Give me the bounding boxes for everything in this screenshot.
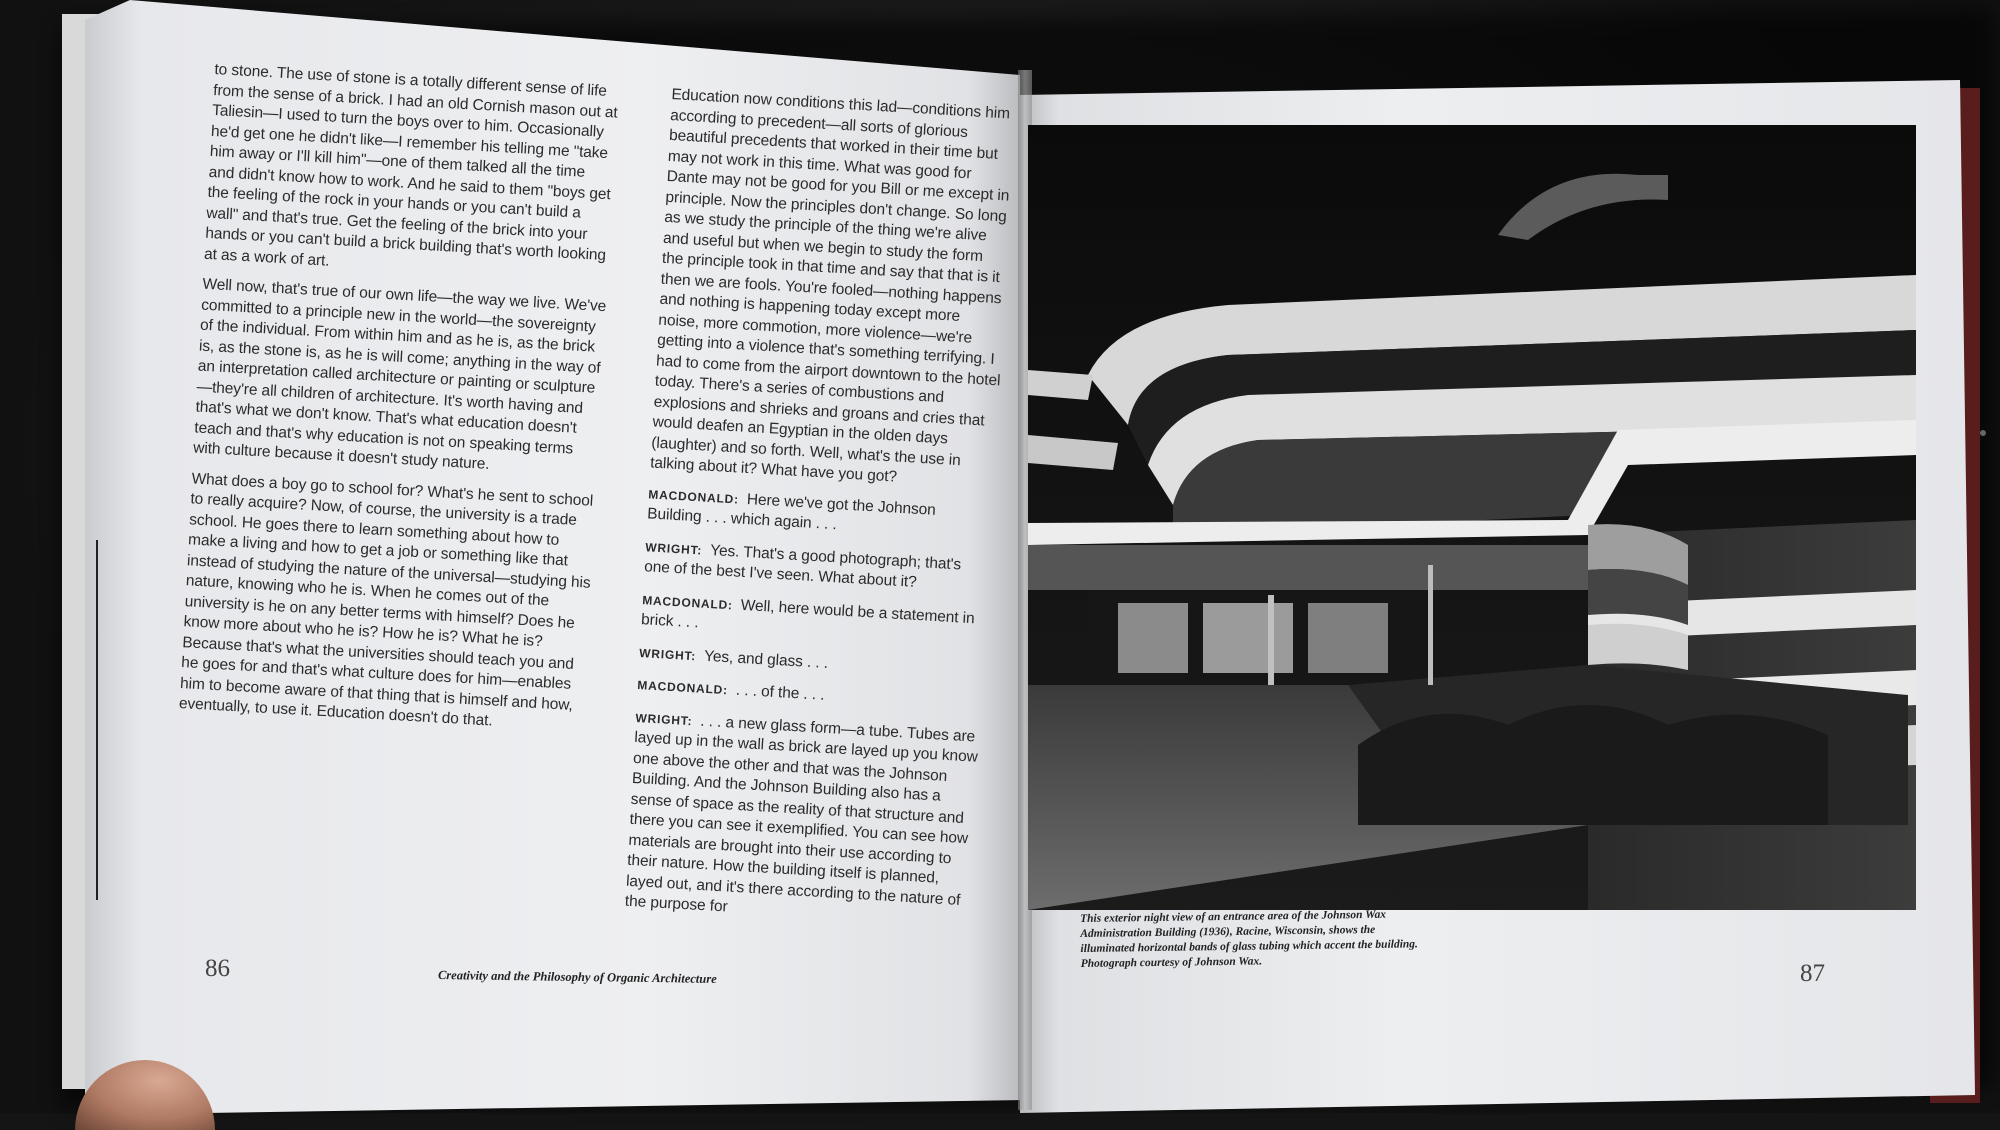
- dialogue-line: [637, 675, 983, 715]
- building-photograph: [1028, 125, 1916, 910]
- speaker-name: MACDONALD:: [641, 592, 734, 612]
- speaker-name: WRIGHT:: [644, 539, 703, 557]
- paragraph: to stone. The use of stone is a totally different sense of life from the sense of a brick. I had an old Cornish mason out at Taliesin—I used to turn the boys over to him. Occasionally he'd get one he didn't like—I remember his telling me "take him away or I'll kill him"—one of them talked all the time and didn't know how to work. And he said to them "boys get the feeling of the rock in your hands or you can't build a wall" and that's true. Get the feeling of the brick into your hands or you can't build a brick building that's worth looking at as a work of art.: [203, 60, 619, 270]
- dust-speck: [1980, 430, 1986, 436]
- dialogue-text: Yes. That's a good photograph; that's one of the best I've seen. What about it?: [643, 541, 962, 591]
- left-text-column: [178, 60, 620, 747]
- speaker-name: WRIGHT:: [638, 645, 697, 663]
- dialogue-text: . . . of the . . .: [735, 681, 825, 704]
- dialogue-line: [641, 590, 988, 651]
- margin-rule: [96, 540, 98, 900]
- dialogue-line: [624, 707, 980, 932]
- dialogue-line: [647, 484, 994, 545]
- paragraph: What does a boy go to school for? What's he sent to school to really acquire? Now, of course, the university is a trade school. He goes there to learn something about how to make a living and how to get a job or something like that instead of studying the nature of the universal—studying his nature, knowing who he is. When he comes out of the university is he on any better terms with himself? Does he know more about who he is? How he is? What he is? Because that's what the universities should teach you and he goes for and that's what culture does for him—enables him to become aware of that thing that is himself and how, eventually, to use it. Education doesn't do that.: [178, 469, 594, 730]
- speaker-name: WRIGHT:: [635, 710, 693, 728]
- dialogue-line: [639, 643, 985, 683]
- paragraph: Well now, that's true of our own life—the way we live. We've committed to a principle new in the world—the sovereignty of the individual. From within him and as he is, as the brick is, as the stone is, as he is will come; anything in the way of an interpretation called architecture or painting or sculpture—they're all children of architecture. It's worth having and that's what we don't know. That's what education doesn't teach and that's why education is not on speaking terms with culture because it doesn't study nature.: [192, 275, 607, 473]
- dialogue-text: Yes, and glass . . .: [703, 647, 829, 672]
- right-text-column: [624, 85, 1017, 944]
- paragraph: Education now conditions this lad—conditions him according to precedent—all sorts of glorious beautiful precedents that worked in their time but may not work in this time. What was good for Dante may not be good for you Bill or me except in principle. Now the principles don't change. So long as we study the principle of the thing we're alive and useful but when we begin to study the form the principle took in that time and say that that is it then we are fools. You're fooled—nothing happens and nothing is happening today except more noise, more commotion, more violence—we're getting into a violence that's something terrifying. I had to come from the airport downtown to the hotel today. There's a series of combustions and explosions and shrieks and groans and cries that would deafen an Egyptian in the olden days (laughter) and so forth. Well, what's the use in talking about it? What have you got?: [649, 85, 1011, 486]
- photo-caption: This exterior night view of an entrance area of the Johnson Wax Administration Building (1936), Racine, Wisconsin, shows the illuminated horizontal bands of glass tubing which accent the building. Photograph courtesy of Johnson Wax.: [1080, 908, 1418, 970]
- dialogue-text: . . . a new glass form—a tube. Tubes are layed up in the wall as brick are layed up you know one above the other and that was the Johnson Building. And the Johnson Building also has a sense of space as the reality of that structure and there you can see it exemplified. You can see how materials are brought into their use according to their nature. How the building itself is planned, layed out, and it's there according to the nature of the purpose for: [624, 712, 979, 916]
- dialogue-text: Well, here would be a statement in brick . . .: [640, 596, 976, 632]
- page-number-right: 87: [1800, 960, 1825, 987]
- page-number-left: 86: [205, 955, 230, 982]
- speaker-name: MACDONALD:: [637, 678, 729, 698]
- running-title: Creativity and the Philosophy of Organic Architecture: [437, 968, 717, 986]
- dialogue-text: Here we've got the Johnson Building . . . which again . . .: [646, 490, 937, 534]
- dialogue-line: [644, 537, 991, 598]
- speaker-name: MACDONALD:: [648, 486, 740, 507]
